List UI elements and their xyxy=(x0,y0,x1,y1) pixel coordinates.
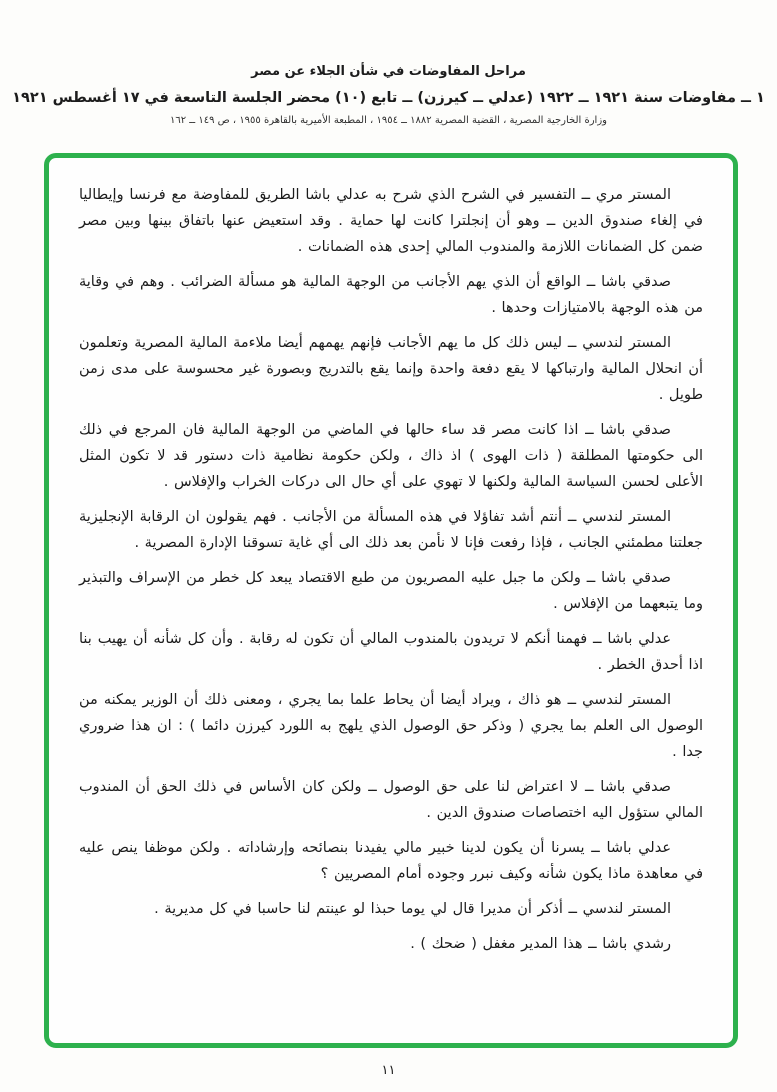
dialogue-paragraph: المستر لندسي ــ أنتم أشد تفاؤلا في هذه المسألة من الأجانب . فهم يقولون ان الرقابة الإنجليزية جعلتنا مطمئني الجانب ، فإذا رفعت فإنا لا نأمن بعد ذلك الى أي غاية تسوقنا الإدارة المصرية . xyxy=(79,509,703,551)
document-title: مراحل المفاوضات في شأن الجلاء عن مصر xyxy=(251,64,526,79)
dialogue-paragraph: المستر لندسي ــ ليس ذلك كل ما يهم الأجانب فإنهم يهمهم أيضا ملاءمة المالية المصرية وتعلمون أن انحلال المالية وارتباكها لا يقع دفعة واحدة وإنما يقع بالتدريج وبصورة غير محسوسة على مدى زمن طويل . xyxy=(79,335,703,403)
dialogue-paragraph: صدقي باشا ــ الواقع أن الذي يهم الأجانب من الوجهة المالية هو مسألة الضرائب . وهم في وقاية من هذه الوجهة بالامتيازات وحدها . xyxy=(79,274,703,316)
dialogue-paragraph: المستر لندسي ــ هو ذاك ، ويراد أيضا أن يحاط علما بما يجري ، ومعنى ذلك أن الوزير يمكنه من الوصول الى العلم بما يجري ( وذكر حق الوصول الذي يلهج به اللورد كيرزن دائما ) : ان هذا ضروري جدا . xyxy=(79,692,703,760)
dialogue-paragraph: صدقي باشا ــ ولكن ما جبل عليه المصريون من طبع الاقتصاد يبعد كل خطر من الإسراف والتبذير وما يتبعهما من الإفلاس . xyxy=(79,570,703,612)
page-header xyxy=(0,0,777,126)
dialogue-paragraph: عدلي باشا ــ فهمنا أنكم لا تريدون بالمندوب المالي أن تكون له رقابة . وأن كل شأنه أن يهيب بنا اذا أحدق الخطر . xyxy=(79,631,703,673)
page-number: ١١ xyxy=(381,1063,396,1078)
dialogue-paragraph: رشدي باشا ــ هذا المدير مغفل ( ضحك ) . xyxy=(410,936,671,952)
source-citation: وزارة الخارجية المصرية ، القضية المصرية ١٨٨٢ ــ ١٩٥٤ ، المطبعة الأميرية بالقاهرة ١٩٥٥ ، ص ١٤٩ ــ ١٦٢ xyxy=(169,115,607,126)
dialogue-paragraph: المستر لندسي ــ أذكر أن مديرا قال لي يوما حبذا لو عينتم لنا حاسبا في كل مديرية . xyxy=(154,901,671,917)
dialogue-paragraph: صدقي باشا ــ اذا كانت مصر قد ساء حالها في الماضي من الوجهة المالية فان المرجع في ذلك الى حكومتها المطلقة ( ذات الهوى ) اذ ذاك ، ولكن حكومة نظامية ذات دستور قد لا تكون المثل الأعلى لحسن السياسة المالية ولكنها لا تهوي على أي حال الى دركات الخراب والإفلاس . xyxy=(79,422,703,490)
dialogue-paragraph: عدلي باشا ــ يسرنا أن يكون لدينا خبير مالي يفيدنا بنصائحه وإرشاداته . ولكن موظفا ينص عليه في معاهدة ماذا يكون شأنه وكيف نبرر وجوده أمام المصريين ؟ xyxy=(79,840,703,882)
dialogue-paragraph: المستر مري ــ التفسير في الشرح الذي شرح به عدلي باشا الطريق للمفاوضة مع فرنسا وإيطاليا في إلغاء صندوق الدين ــ وهو أن إنجلترا كانت لها حماية . وقد استعيض عنها باتفاق بينها وبين مصر ضمن كل الضمانات اللازمة والمندوب المالي إحدى هذه الضمانات . xyxy=(79,187,703,255)
highlighted-text-box xyxy=(44,153,738,1048)
document-subtitle: ١ ــ مفاوضات سنة ١٩٢١ ــ ١٩٢٢ (عدلي ــ كيرزن) ــ تابع (١٠) محضر الجلسة التاسعة في ١٧ أغسطس ١٩٢١ xyxy=(12,90,765,106)
dialogue-paragraph: صدقي باشا ــ لا اعتراض لنا على حق الوصول ــ ولكن كان الأساس في ذلك الحق أن المندوب المالي ستؤول اليه اختصاصات صندوق الدين . xyxy=(79,779,703,821)
